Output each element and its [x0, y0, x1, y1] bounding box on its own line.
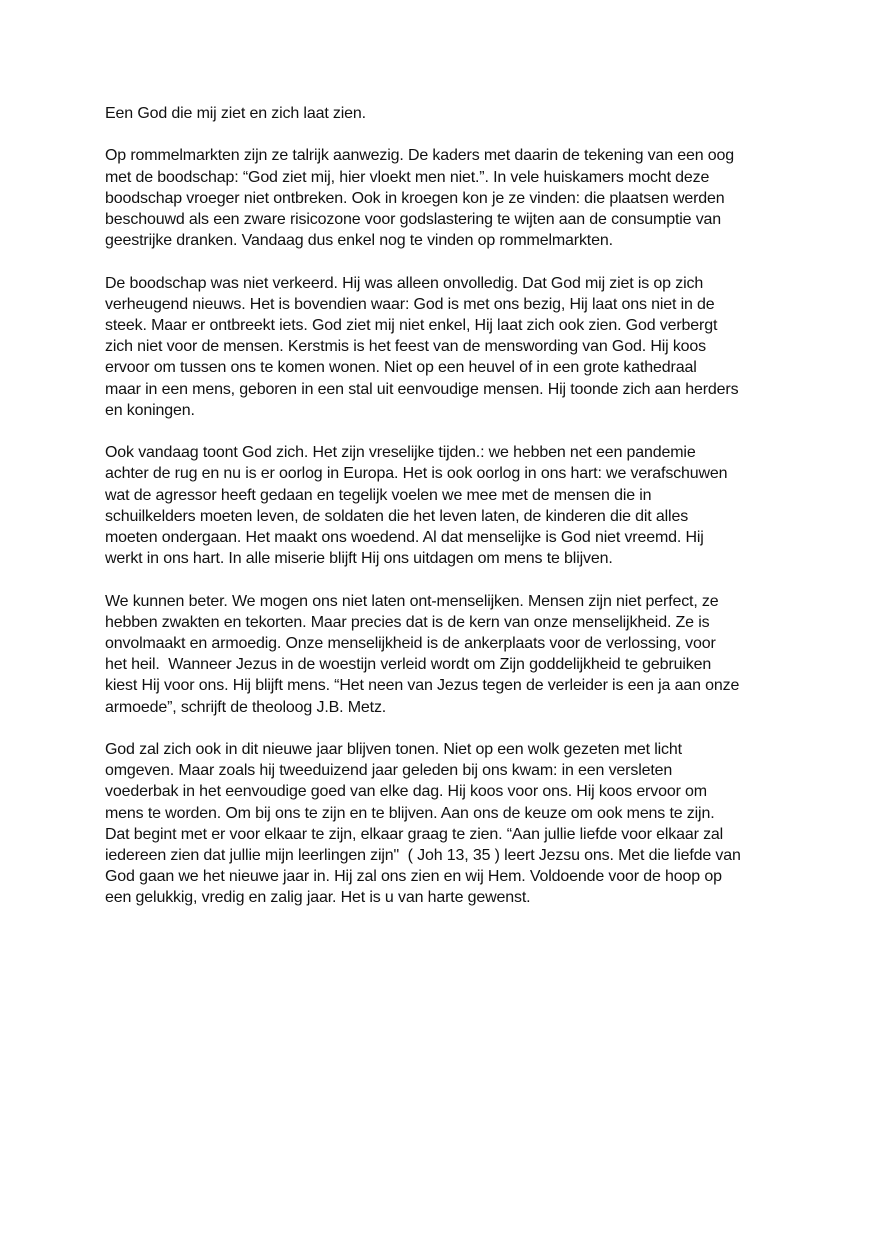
text-line: God gaan we het nieuwe jaar in. Hij zal ons zien en wij Hem. Voldoende voor de hoop op: [105, 868, 722, 886]
text-line: maar in een mens, geboren in een stal uit eenvoudige mensen. Hij toonde zich aan herders: [105, 380, 739, 398]
text-line: De boodschap was niet verkeerd. Hij was alleen onvolledig. Dat God mij ziet is op zich: [105, 274, 704, 292]
text-line: omgeven. Maar zoals hij tweeduizend jaar geleden bij ons kwam: in een versleten: [105, 762, 673, 780]
text-line: iedereen zien dat jullie mijn leerlingen zijn" ( Joh 13, 35 ) leert Jezsu ons. Met die liefde van: [105, 847, 741, 865]
text-line: verheugend nieuws. Het is bovendien waar: God is met ons bezig, Hij laat ons niet in de: [105, 295, 715, 313]
text-line: voederbak in het eenvoudige goed van elke dag. Hij koos voor ons. Hij koos ervoor om: [105, 783, 707, 801]
text-line: een gelukkig, vredig en zalig jaar. Het is u van harte gewenst.: [105, 889, 531, 907]
text-line: het heil. Wanneer Jezus in de woestijn verleid wordt om Zijn goddelijkheid te gebruiken: [105, 656, 712, 674]
text-line: God zal zich ook in dit nieuwe jaar blijven tonen. Niet op een wolk gezeten met licht: [105, 741, 682, 759]
text-line: Ook vandaag toont God zich. Het zijn vreselijke tijden.: we hebben net een pandemie: [105, 444, 696, 462]
paragraph-list: [105, 145, 775, 908]
text-line: beschouwd als een zware risicozone voor godslastering te wijten aan de consumptie van: [105, 211, 722, 228]
document-body: [105, 103, 775, 930]
text-line: Dat begint met er voor elkaar te zijn, elkaar graag te zien. “Aan jullie liefde voor elkaar zal: [105, 825, 724, 843]
paragraph: [105, 739, 775, 909]
text-line: hebben zwakten en tekorten. Maar precies dat is de kern van onze menselijkheid. Ze is: [105, 613, 710, 631]
document-title: Een God die mij ziet en zich laat zien.: [105, 105, 366, 122]
text-line: ervoor om tussen ons te komen wonen. Niet op een heuvel of in een grote kathedraal: [105, 359, 697, 377]
paragraph: [105, 442, 775, 569]
text-line: en koningen.: [105, 401, 195, 419]
text-line: achter de rug en nu is er oorlog in Europa. Het is ook oorlog in ons hart: we verafschuwen: [105, 465, 728, 483]
paragraph: [105, 591, 775, 718]
text-line: mens te worden. Om bij ons te zijn en te blijven. Aan ons de keuze om ook mens te zijn.: [105, 804, 715, 822]
text-line: zich niet voor de mensen. Kerstmis is het feest van de menswording van God. Hij koos: [105, 338, 707, 356]
text-line: kiest Hij voor ons. Hij blijft mens. “Het neen van Jezus tegen de verleider is een ja aan onze: [105, 677, 740, 695]
paragraph: [105, 273, 775, 421]
paragraph: [105, 145, 775, 251]
text-line: schuilkelders moeten leven, de soldaten die het leven laten, de kinderen die dit alles: [105, 507, 689, 525]
text-line: werkt in ons hart. In alle miserie blijft Hij ons uitdagen om mens te blijven.: [105, 550, 613, 568]
text-line: Op rommelmarkten zijn ze talrijk aanwezig. De kaders met daarin de tekening van een oog: [105, 147, 735, 165]
text-line: steek. Maar er ontbreekt iets. God ziet mij niet enkel, Hij laat zich ook zien. God verbergt: [105, 317, 718, 334]
text-line: armoede”, schrijft de theoloog J.B. Metz.: [105, 698, 387, 716]
text-line: wat de agressor heeft gedaan en tegelijk voelen we mee met de mensen die in: [105, 486, 652, 504]
text-line: moeten ondergaan. Het maakt ons woedend. Al dat menselijke is God niet vreemd. Hij: [105, 529, 704, 547]
text-line: met de boodschap: “God ziet mij, hier vloekt men niet.”. In vele huiskamers mocht deze: [105, 168, 710, 186]
text-line: onvolmaakt en armoedig. Onze menselijkheid is de ankerplaats voor de verlossing, voor: [105, 635, 716, 653]
text-line: boodschap vroeger niet ontbreken. Ook in kroegen kon je ze vinden: die plaatsen werden: [105, 189, 725, 207]
text-line: We kunnen beter. We mogen ons niet laten ont-menselijken. Mensen zijn niet perfect, ze: [105, 592, 719, 610]
text-line: geestrijke dranken. Vandaag dus enkel nog te vinden op rommelmarkten.: [105, 232, 613, 250]
